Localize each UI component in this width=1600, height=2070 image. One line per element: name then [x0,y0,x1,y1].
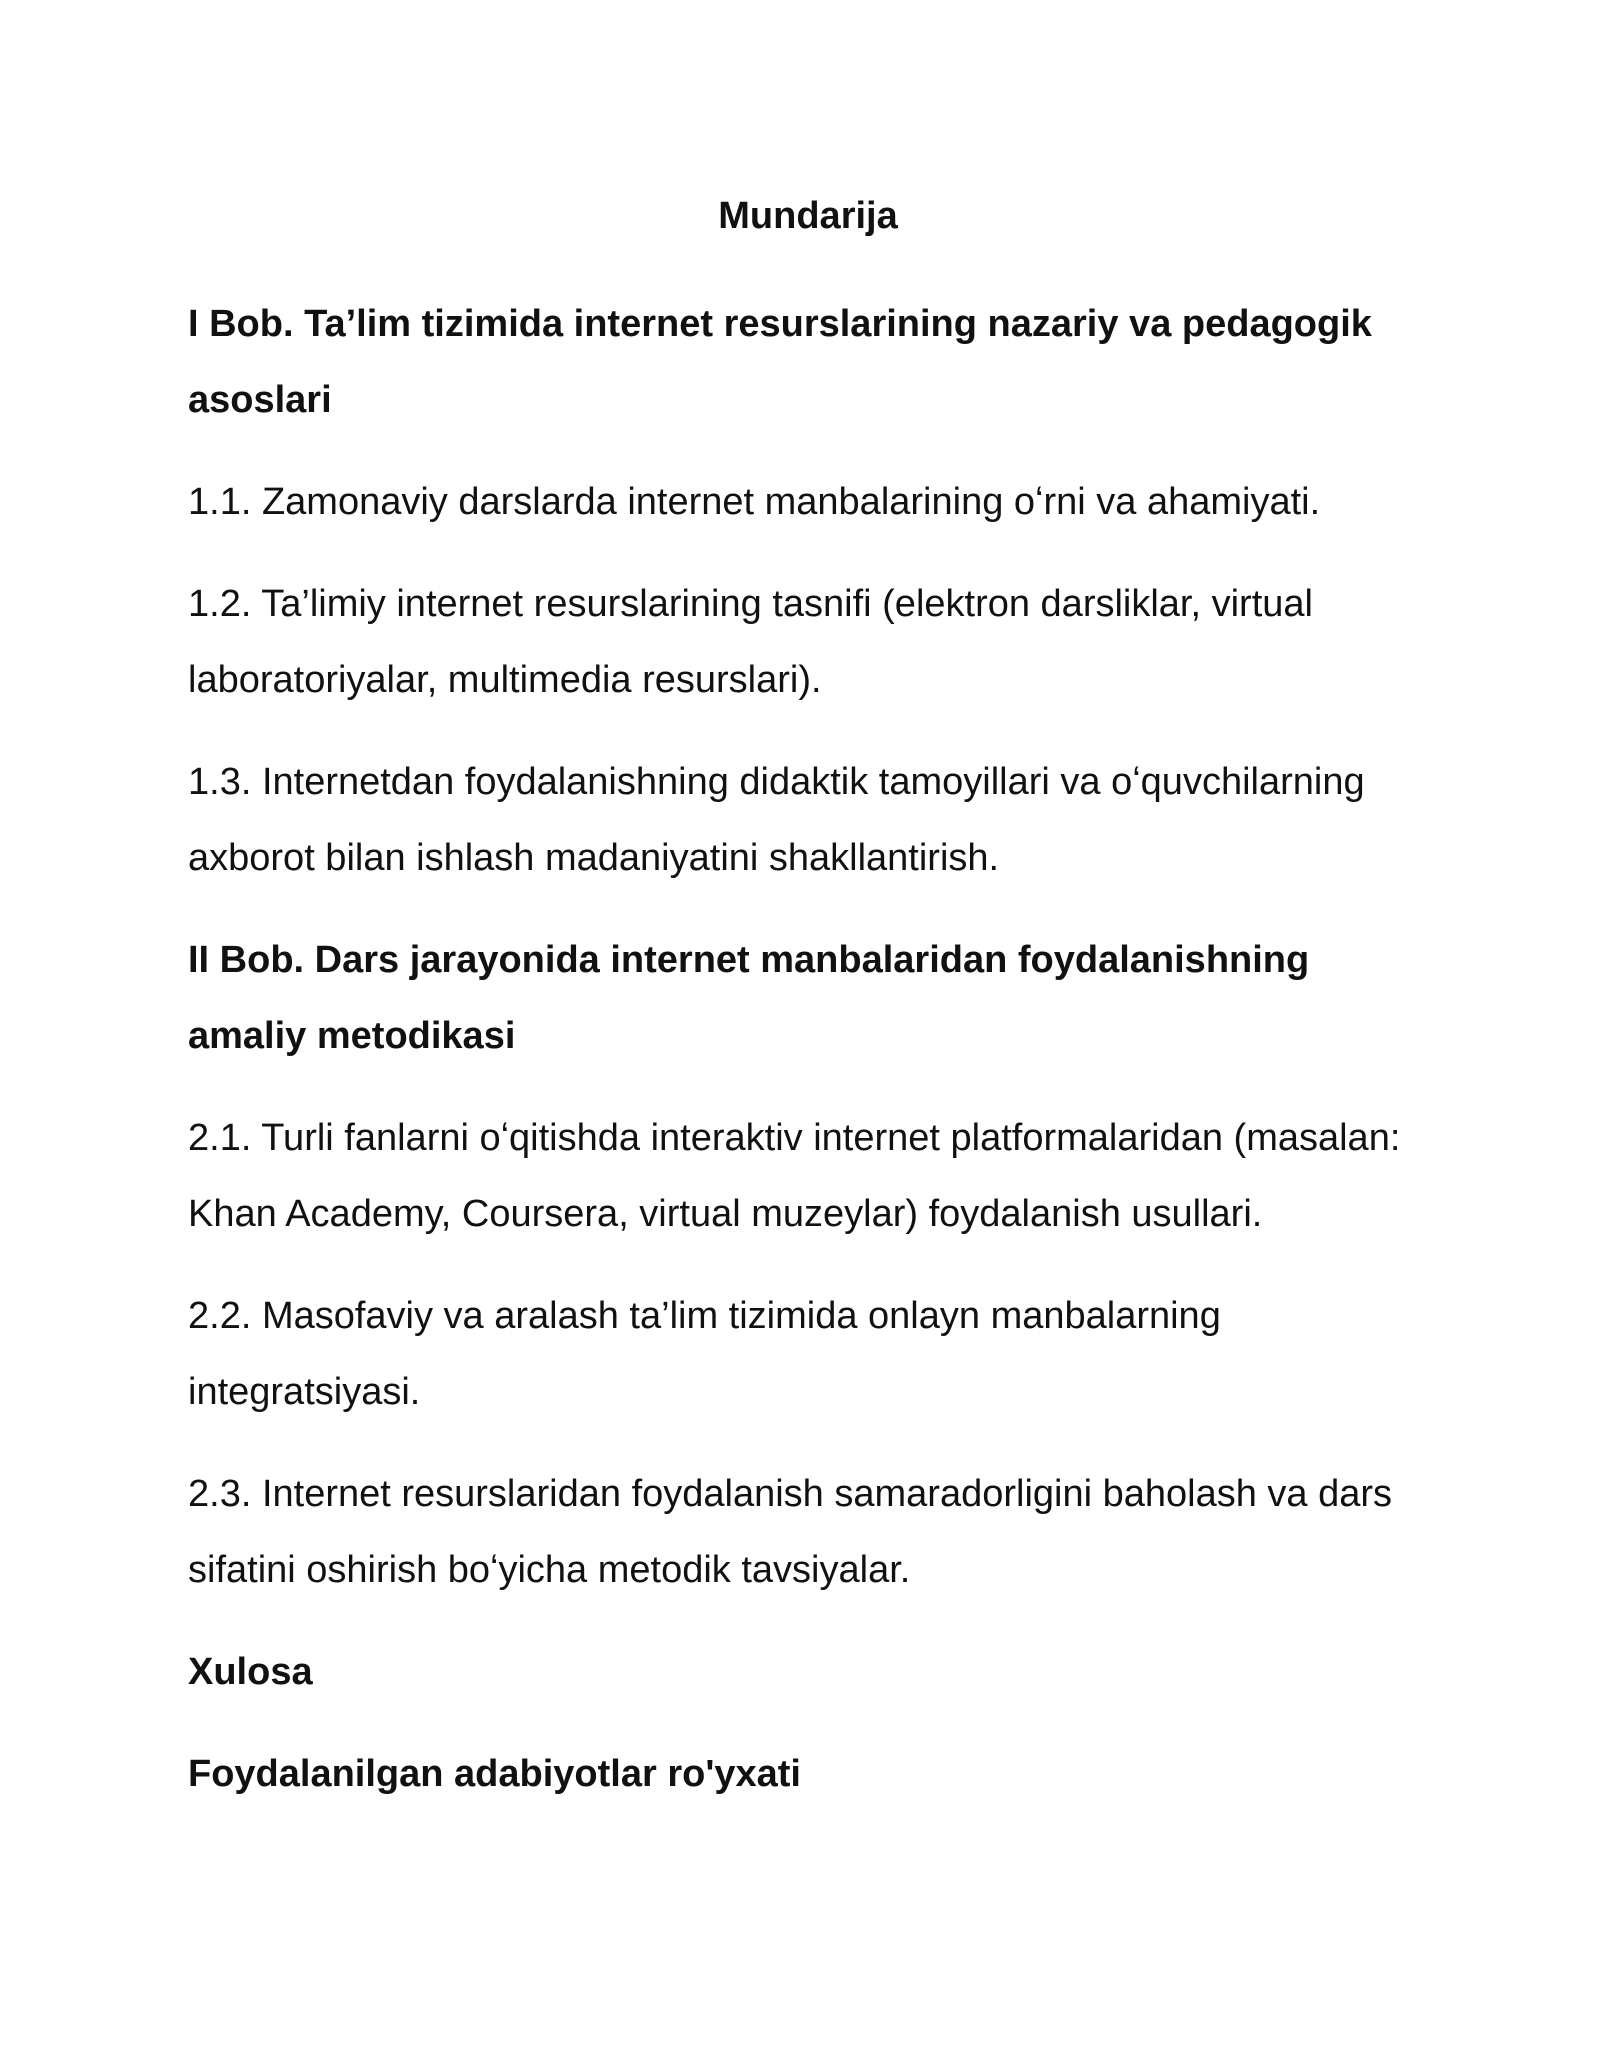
toc-item-1-2: 1.2. Ta’limiy internet resurslarining tasnifi (elektron darsliklar, virtual laboratoriyalar, multimedia resurslari). [188,583,1313,701]
toc-item-1-1: 1.1. Zamonaviy darslarda internet manbalarining oʻrni va ahamiyati. [188,481,1321,523]
conclusion-heading: Xulosa [188,1651,313,1693]
toc-item-2-3: 2.3. Internet resurslaridan foydalanish samaradorligini baholash va dars sifatini oshirish boʻyicha metodik tavsiyalar. [188,1473,1393,1591]
toc-item-2-1: 2.1. Turli fanlarni oʻqitishda interaktiv internet platformalaridan (masalan: Khan Academy, Coursera, virtual muzeylar) foydalanish usullari. [188,1117,1401,1235]
table-of-contents [188,184,1428,1838]
page-title: Mundarija [718,195,898,237]
toc-item-1-3: 1.3. Internetdan foydalanishning didaktik tamoyillari va oʻquvchilarning axborot bilan ishlash madaniyatini shakllantirish. [188,761,1365,879]
chapter-2-heading: II Bob. Dars jarayonida internet manbalaridan foydalanishning amaliy metodikasi [188,939,1310,1057]
references-heading: Foydalanilgan adabiyotlar ro'yxati [188,1753,801,1795]
chapter-1-heading: I Bob. Ta’lim tizimida internet resurslarining nazariy va pedagogik asoslari [188,303,1372,421]
toc-item-2-2: 2.2. Masofaviy va aralash ta’lim tizimida onlayn manbalarning integratsiyasi. [188,1295,1221,1413]
